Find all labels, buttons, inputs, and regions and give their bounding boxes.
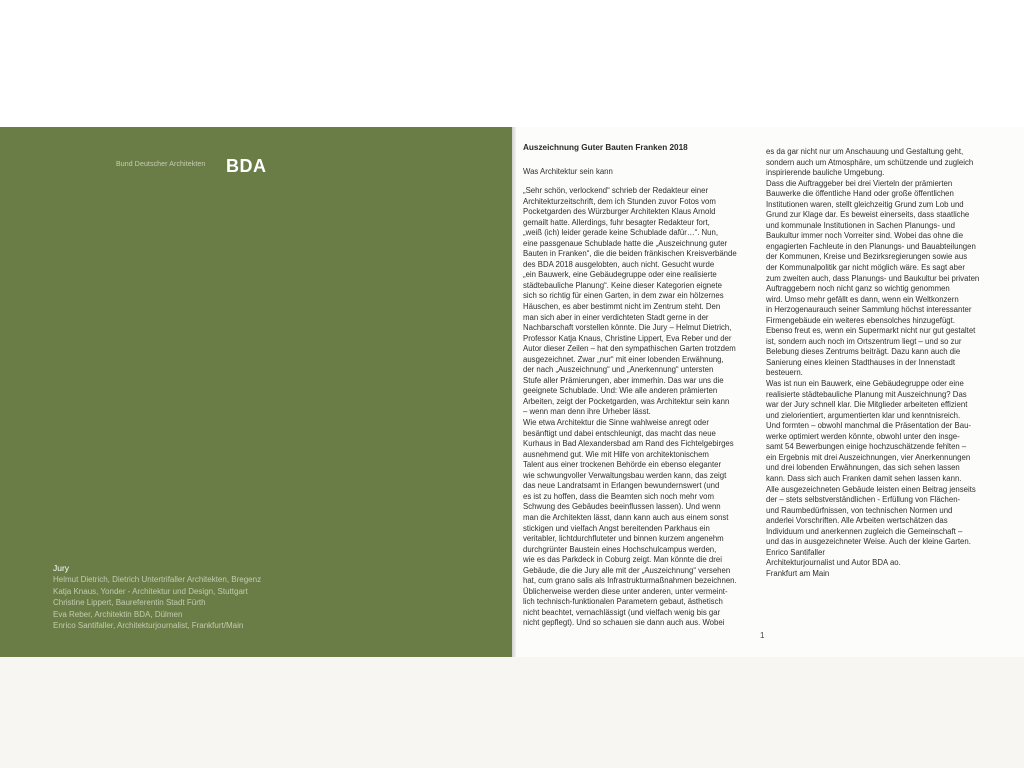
text-line: werke optimiert werden könnte, obwohl unter den insge- xyxy=(766,431,960,441)
text-line: wird. Umso mehr gefällt es dann, wenn ein Weltkonzern xyxy=(766,294,959,304)
text-line: Individuum und anerkennen zugleich die Gemeinschaft – xyxy=(766,526,963,536)
text-line: Was ist nun ein Bauwerk, eine Gebäudegruppe oder eine xyxy=(766,379,964,389)
paragraph xyxy=(766,379,1002,548)
jury-list xyxy=(53,574,313,632)
text-line: „Sehr schön, verlockend“ schrieb der Redakteur einer xyxy=(523,186,709,195)
text-line: Grund zur Klage dar. Es beweist einerseits, dass staatliche xyxy=(766,210,970,220)
text-line: zum zweiten auch, dass Planungs- und Baukultur bei privaten xyxy=(766,273,980,283)
text-line: der Kommunalpolitik gar nicht möglich wäre. Es sagt aber xyxy=(766,263,965,273)
jury-member: Helmut Dietrich, Dietrich Untertrifaller Architekten, Bregenz xyxy=(53,575,262,584)
paragraph xyxy=(523,186,757,418)
text-line: es ist zu hoffen, dass die Beamten sich noch mehr vom xyxy=(523,491,714,501)
text-line: nicht gepflegt). Und so schauen sie dann auch aus. Wobei xyxy=(523,618,725,628)
text-line: samt 54 Bewerbungen einige hochzuschätzende fehlten – xyxy=(766,442,967,452)
text-line: und zielorientiert, argumentierten klar und kenntnisreich. xyxy=(766,410,961,420)
text-line: Und formten – obwohl manchmal die Präsentation der Bau- xyxy=(766,421,971,431)
paragraph xyxy=(523,418,757,629)
text-line: ist, sondern auch noch im Ortszentrum liegt – und so zur xyxy=(766,336,962,346)
text-line: Pocketgarden des Würzburger Architekten Klaus Arnold xyxy=(523,207,716,217)
text-line: Architekturjournalist und Autor BDA ao. xyxy=(766,558,901,568)
text-line: und das in ausgezeichneter Weise. Auch der kleine Garten. xyxy=(766,537,971,547)
text-line: Bauten in Franken“, die die beiden fränkischen Kreisverbände xyxy=(523,249,737,259)
page-number: 1 xyxy=(760,631,765,640)
text-line: ein Ergebnis mit drei Auszeichnungen, vier Anerkennungen xyxy=(766,452,971,462)
text-line: Frankfurt am Main xyxy=(766,568,830,578)
text-line: der Kommunen, Kreise und Bezirksregierungen sowie aus xyxy=(766,252,968,262)
text-line: ausnehmend gut. Wie mit Hilfe von architektonischem xyxy=(523,449,709,459)
text-line: Sanierung eines kleinen Stadthauses in der Innenstadt xyxy=(766,357,955,367)
text-column-right xyxy=(766,147,1002,579)
text-line: besänftigt und dabei entschleunigt, das macht das neue xyxy=(523,428,716,438)
jury-member: Christine Lippert, Baureferentin Stadt Fürth xyxy=(53,598,206,608)
text-line: das neue Landratsamt in Erlangen bewundernswert (und xyxy=(523,481,720,491)
text-line: der nach „Auszeichnung“ und „Anerkennung“ untersten xyxy=(523,365,714,375)
text-line: eine passgenaue Schublade hatte die „Auszeichnung guter xyxy=(523,238,728,248)
text-line: es da gar nicht nur um Anschauung und Gestaltung geht, xyxy=(766,147,964,156)
text-line: nicht beachtet, vernachlässigt (und vielfach wenig bis gar xyxy=(523,607,721,617)
text-line: geeignete Schublade. Und: Wie alle anderen prämierten xyxy=(523,386,718,396)
text-line: Nachbarschaft vorstellen könnte. Die Jury – Helmut Dietrich, xyxy=(523,323,732,333)
paragraph xyxy=(766,147,1002,179)
text-line: Autor dieser Zeilen – hat den sympathischen Garten trotzdem xyxy=(523,344,736,354)
text-line: Arbeiten, zeigt der Pocketgarden, was Architektur sein kann xyxy=(523,396,730,406)
jury-member: Katja Knaus, Yonder - Architektur und Design, Stuttgart xyxy=(53,586,248,596)
text-line: inspirierende bauliche Umgebung. xyxy=(766,168,885,178)
text-line: wie schwungvoller Verwaltungsbau werden kann, das zeigt xyxy=(523,470,727,480)
document-subtitle: Was Architektur sein kann xyxy=(523,167,613,176)
text-line: veritabler, lichtdurchfluteter und binnen kurzem angenehm xyxy=(523,534,724,544)
text-line: war der Jury schnell klar. Die Mitglieder arbeiteten effizient xyxy=(766,400,968,410)
text-line: Häuschen, es aber bestimmt nicht im Zentrum steht. Den xyxy=(523,302,721,312)
text-line: Auftraggebern noch nicht ganz so wichtig genommen xyxy=(766,284,950,294)
text-line: sich so richtig für einen Garten, in dem zwar ein hölzernes xyxy=(523,291,724,301)
text-line: wie es das Parkdeck in Coburg zeigt. Man könnte die drei xyxy=(523,555,722,565)
text-line: gemailt hatte. Allerdings, fuhr besagter Redakteur fort, xyxy=(523,217,710,227)
text-line: Üblicherweise werden diese unter anderen, unter vermeint- xyxy=(523,586,728,596)
text-line: stickigen und vielfach Angst bereitenden Parkhaus ein xyxy=(523,523,710,533)
text-line: sondern auch um Atmosphäre, um schützende und zugleich xyxy=(766,157,974,167)
text-line: realisierte städtebauliche Planung mit Auszeichnung? Das xyxy=(766,389,967,399)
text-line: Schwung des Gebäudes beeinflussen lassen). Und wenn xyxy=(523,502,721,512)
text-line: Kurhaus in Bad Alexandersbad am Rand des Fichtelgebirges xyxy=(523,439,734,449)
text-line: anderlei Vorschriften. Alle Arbeiten wertschätzen das xyxy=(766,516,948,526)
text-line: kann. Dass sich auch Franken damit sehen lassen kann. xyxy=(766,473,962,483)
text-line: man die Architekten lässt, dann kann auch aus einem sonst xyxy=(523,512,729,522)
text-line: – wenn man denn ihre Urheber lässt. xyxy=(523,407,651,417)
jury-member: Enrico Santifaller, Architekturjournalist, Frankfurt/Main xyxy=(53,621,244,631)
text-line: städtebauliche Planung“. Keine dieser Kategorien eignete xyxy=(523,280,722,290)
text-line: Bauwerke die öffentliche Hand oder große öffentlichen xyxy=(766,189,954,199)
text-line: Talent aus einer trockenen Behörde ein ebenso eleganter xyxy=(523,460,722,470)
text-line: und Raumbedürfnissen, von technischen Normen und xyxy=(766,505,953,515)
text-line: hat, cum grano salis als Infrastrukturmaßnahmen bezeichnen. xyxy=(523,576,737,586)
paragraph xyxy=(766,179,1002,379)
text-line: ausgezeichnet. Zwar „nur“ mit einer lobenden Erwähnung, xyxy=(523,354,724,364)
bda-logo: BDA xyxy=(226,156,267,176)
text-line: man sich aber in einer verdichteten Stadt gerne in der xyxy=(523,312,709,322)
text-column-left xyxy=(523,186,757,629)
text-line: Firmengebäude ein weiteres ebensolches hinzugefügt. xyxy=(766,315,955,325)
text-line: Architekturzeitschrift, dem ich Stunden zuvor Fotos vom xyxy=(523,196,716,206)
jury-block xyxy=(53,562,313,632)
document-title: Auszeichnung Guter Bauten Franken 2018 xyxy=(523,143,688,152)
text-line: Dass die Auftraggeber bei drei Vierteln der prämierten xyxy=(766,178,953,188)
text-line: und drei lobenden Erwähnungen, das sich sehen lassen xyxy=(766,463,960,473)
text-line: Baukultur immer noch Vorreiter sind. Wobei das ohne die xyxy=(766,231,964,241)
text-line: des BDA 2018 ausgelobten, auch nicht. Gesucht wurde xyxy=(523,259,715,269)
text-line: Stufe aller Prämierungen, aber immerhin. Das war uns die xyxy=(523,375,724,385)
text-line: „weiß (ich) leider gerade keine Schublade dafür…“. Nun, xyxy=(523,228,719,238)
text-line: Gebäude, die die Jury alle mit der „Auszeichnung“ versehen xyxy=(523,565,731,575)
text-line: der – stets selbstverständlichen - Erfüllung von Flächen- xyxy=(766,495,961,505)
text-line: „ein Bauwerk, eine Gebäudegruppe oder eine realisierte xyxy=(523,270,717,280)
text-line: lich technisch-funktionalen Parametern gebaut, ästhetisch xyxy=(523,597,723,607)
text-line: engagierten Fachleute in den Planungs- und Bauabteilungen xyxy=(766,241,976,251)
jury-heading: Jury xyxy=(53,563,70,573)
text-line: Ebenso freut es, wenn ein Supermarkt nicht nur gut gestaltet xyxy=(766,326,976,336)
brand-subline: Bund Deutscher Architekten xyxy=(116,161,206,168)
text-line: Professor Katja Knaus, Christine Lippert, Eva Reber und der xyxy=(523,333,732,343)
text-line: Institutionen waren, stellt gleichzeitig Grund zum Lob und xyxy=(766,199,964,209)
text-line: in Herzogenaurauch seiner Sammlung höchst interessanter xyxy=(766,305,972,315)
paragraph xyxy=(766,548,1002,580)
text-line: Belebung dieses Zentrums beiträgt. Dazu kann auch die xyxy=(766,347,961,357)
text-line: Alle ausgezeichneten Gebäude leisten einen Beitrag jenseits xyxy=(766,484,976,494)
text-line: und kommunale Institutionen in Sachen Planungs- und xyxy=(766,220,955,230)
text-line: besteuern. xyxy=(766,368,803,378)
scan-background xyxy=(0,655,1024,768)
text-line: durchgrünter Baustein eines Hochschulcampus werden, xyxy=(523,544,717,554)
text-line: Wie etwa Architektur die Sinne wahlweise anregt oder xyxy=(523,418,709,428)
jury-member: Eva Reber, Architektin BDA, Dülmen xyxy=(53,609,183,619)
text-line: Enrico Santifaller xyxy=(766,547,825,557)
